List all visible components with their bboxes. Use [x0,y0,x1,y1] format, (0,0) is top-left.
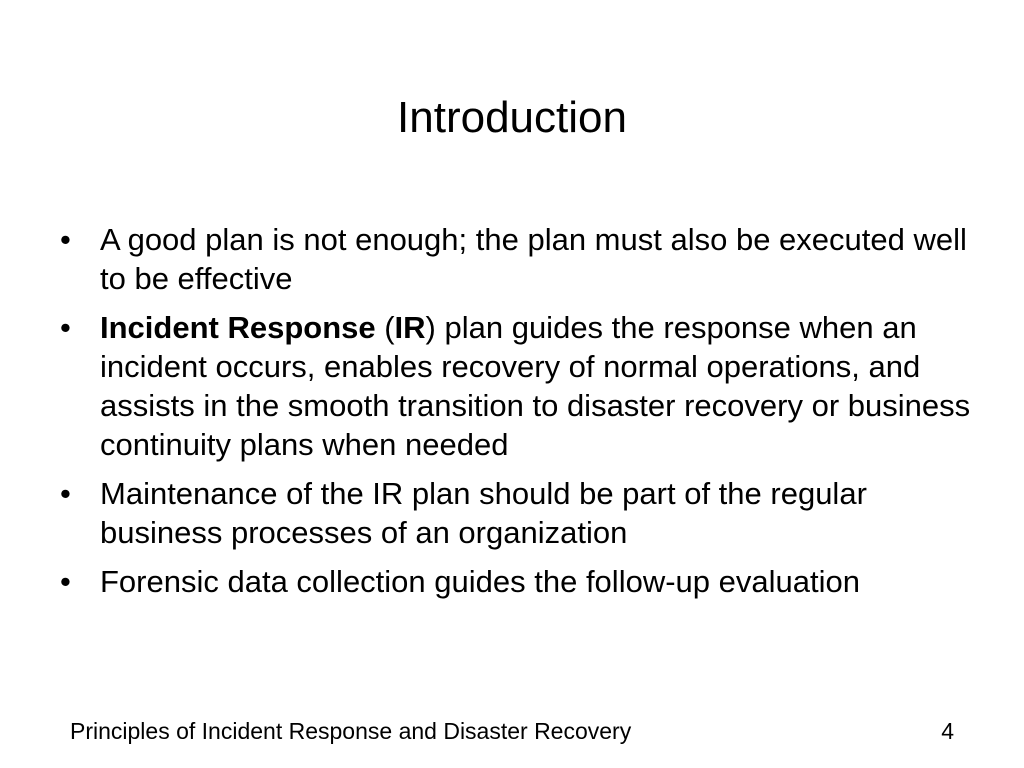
footer-text: Principles of Incident Response and Disaster Recovery [70,718,632,744]
bullet-dot-icon: • [60,476,71,511]
bullet-item [56,220,976,298]
bullet-text: Forensic data collection guides the follow-up evaluation [100,564,860,599]
bullet-paren-open: ( [375,310,395,345]
bullet-item [56,308,976,464]
bullet-abbr: IR [394,310,426,345]
page-number: 4 [941,718,954,744]
bullet-text: ) plan guides the response when an incident occurs, enables recovery of normal operations, and assists in the smooth transition to disaster recovery or business continuity plans when needed [100,310,971,462]
bullet-dot-icon: • [60,564,71,599]
bullet-term: Incident Response [100,310,376,345]
bullet-text: Maintenance of the IR plan should be part of the regular business processes of an organization [100,476,867,550]
bullet-dot-icon: • [60,222,71,257]
bullet-item [56,474,976,552]
slide-title: Introduction [397,93,627,142]
bullet-item [56,562,976,601]
bullet-list [56,220,976,611]
bullet-text: A good plan is not enough; the plan must also be executed well to be effective [100,222,967,296]
bullet-dot-icon: • [60,310,71,345]
